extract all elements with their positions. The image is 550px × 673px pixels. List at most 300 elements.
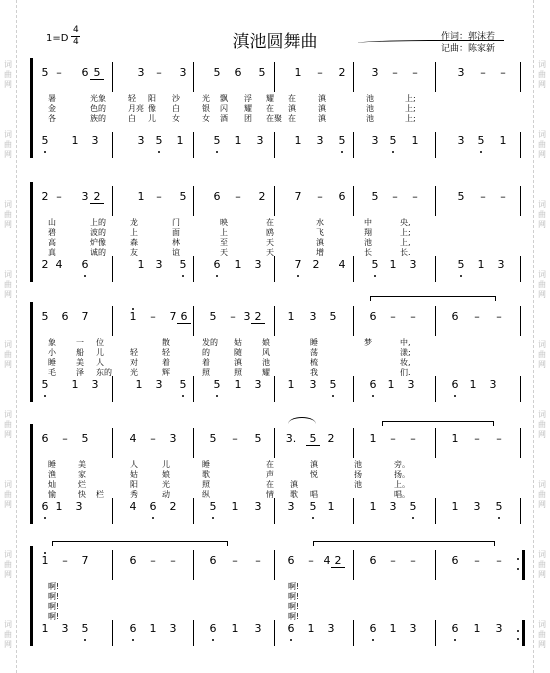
melody-note: 3 bbox=[243, 310, 251, 323]
system-bracket bbox=[30, 546, 33, 646]
watermark-glyph: 词 bbox=[4, 60, 12, 69]
melody-note: 3 bbox=[137, 66, 145, 79]
watermark-glyph: 曲 bbox=[4, 630, 12, 639]
harmony-note: 3 bbox=[409, 622, 417, 635]
barline bbox=[193, 306, 194, 336]
harmony-note: 1 bbox=[387, 378, 395, 391]
melody-note: – bbox=[474, 432, 480, 445]
low-octave-dot bbox=[216, 395, 218, 397]
harmony-note: 3 bbox=[169, 622, 177, 635]
header-decor-line bbox=[358, 40, 504, 45]
harmony-note: 5 bbox=[338, 134, 346, 147]
melody-note: 5 bbox=[329, 310, 337, 323]
melody-note: 2 bbox=[338, 66, 346, 79]
barline bbox=[522, 620, 525, 646]
harmony-note: 5 bbox=[81, 622, 89, 635]
watermark-glyph: 曲 bbox=[538, 280, 546, 289]
lyric-column: 在 鸥 天 天 bbox=[266, 218, 274, 257]
harmony-note: 7 bbox=[294, 258, 302, 271]
barline bbox=[435, 132, 436, 158]
barline bbox=[274, 306, 275, 336]
watermark-glyph: 曲 bbox=[4, 140, 12, 149]
harmony-note: 5 bbox=[213, 134, 221, 147]
lyric-column: 飘 闪 酒 bbox=[220, 94, 228, 123]
time-signature-denominator: 4 bbox=[73, 37, 79, 47]
low-octave-dot bbox=[158, 151, 160, 153]
harmony-note: 6 bbox=[213, 258, 221, 271]
harmony-note: 3 bbox=[61, 622, 69, 635]
watermark-glyph: 词 bbox=[538, 480, 546, 489]
barline bbox=[193, 620, 194, 646]
melody-note: – bbox=[496, 310, 502, 323]
melody-note: 3 bbox=[81, 190, 89, 203]
harmony-note: 3 bbox=[254, 622, 262, 635]
watermark-glyph: 网 bbox=[538, 80, 546, 89]
melody-note: – bbox=[412, 190, 418, 203]
harmony-note: 1 bbox=[294, 134, 302, 147]
low-octave-dot bbox=[372, 639, 374, 641]
right-watermark-strip bbox=[533, 0, 550, 673]
harmony-note: 1 bbox=[389, 258, 397, 271]
lyric-column: 映 上 至 天 bbox=[220, 218, 228, 257]
melody-note: 6 bbox=[338, 190, 346, 203]
barline bbox=[353, 256, 354, 282]
barline bbox=[520, 186, 521, 216]
barline bbox=[353, 62, 354, 92]
barline bbox=[353, 186, 354, 216]
watermark-glyph: 网 bbox=[538, 640, 546, 649]
low-octave-dot bbox=[84, 275, 86, 277]
lyric-column: 滇 歌 bbox=[290, 480, 298, 499]
repeat-dot bbox=[517, 568, 519, 570]
watermark-glyph: 曲 bbox=[4, 70, 12, 79]
harmony-note: 1 bbox=[55, 500, 63, 513]
melody-note: – bbox=[150, 432, 156, 445]
watermark-glyph: 词 bbox=[538, 60, 546, 69]
barline bbox=[353, 428, 354, 458]
low-octave-dot bbox=[212, 517, 214, 519]
watermark-glyph: 曲 bbox=[538, 490, 546, 499]
barline bbox=[520, 256, 521, 282]
harmony-note: 5 bbox=[389, 134, 397, 147]
melody-note: 3 bbox=[457, 66, 465, 79]
harmony-note: 6 bbox=[81, 258, 89, 271]
harmony-note: 3 bbox=[155, 378, 163, 391]
melody-note: – bbox=[496, 554, 502, 567]
harmony-note: 4 bbox=[55, 258, 63, 271]
watermark-glyph: 词 bbox=[538, 410, 546, 419]
harmony-note: 5 bbox=[495, 500, 503, 513]
watermark-glyph: 曲 bbox=[538, 70, 546, 79]
lyric-column: 啊! 啊! 啊! 啊! bbox=[288, 582, 300, 621]
low-octave-dot bbox=[152, 517, 154, 519]
melody-note: 2 bbox=[258, 190, 266, 203]
melody-note: – bbox=[56, 66, 62, 79]
harmony-note: 3 bbox=[489, 378, 497, 391]
time-signature-numerator: 4 bbox=[73, 25, 79, 35]
harmony-note: 1 bbox=[327, 500, 335, 513]
melody-note: 6 bbox=[287, 554, 295, 567]
low-octave-dot bbox=[212, 639, 214, 641]
watermark-glyph: 网 bbox=[4, 360, 12, 369]
harmony-note: 3 bbox=[75, 500, 83, 513]
watermark-glyph: 词 bbox=[4, 270, 12, 279]
barline bbox=[112, 306, 113, 336]
harmony-note: 2 bbox=[312, 258, 320, 271]
lyric-column: 浮 耀 团 bbox=[244, 94, 252, 123]
melody-note: 5 bbox=[258, 66, 266, 79]
watermark-glyph: 网 bbox=[4, 570, 12, 579]
system-bracket bbox=[30, 424, 33, 524]
barline bbox=[193, 550, 194, 580]
harmony-note: 6 bbox=[369, 622, 377, 635]
melody-note: 5 bbox=[457, 190, 465, 203]
melody-note: – bbox=[62, 432, 68, 445]
lyric-column: 阳 像 儿 bbox=[148, 94, 156, 123]
melody-note: 5 bbox=[90, 66, 104, 80]
melody-note: 1 bbox=[287, 310, 295, 323]
lyric-column: 水 飞 滇 增 bbox=[316, 218, 324, 257]
system-bracket bbox=[30, 302, 33, 402]
lyric-column: 发的 的 着 照 bbox=[202, 338, 218, 377]
barline bbox=[193, 376, 194, 402]
melody-note: – bbox=[255, 554, 261, 567]
melody-note: 6 bbox=[209, 554, 217, 567]
barline bbox=[522, 550, 525, 580]
low-octave-dot bbox=[84, 639, 86, 641]
melody-note: – bbox=[474, 310, 480, 323]
lyric-column: 人 姑 阳 秀 bbox=[130, 460, 138, 499]
lyric-column: 散 轻 着 辉 bbox=[162, 338, 170, 377]
watermark-glyph: 词 bbox=[538, 270, 546, 279]
lyric-column: 光象 色的 族的 bbox=[90, 94, 106, 123]
barline bbox=[435, 428, 436, 458]
low-octave-dot bbox=[454, 395, 456, 397]
harmony-note: 3 bbox=[254, 258, 262, 271]
melody-note: – bbox=[390, 554, 396, 567]
barline bbox=[193, 428, 194, 458]
melody-note: 6 bbox=[234, 66, 242, 79]
lyric-column: 美 家 烂 快 bbox=[78, 460, 86, 499]
harmony-note: 3 bbox=[389, 500, 397, 513]
melody-note: – bbox=[150, 310, 156, 323]
lyric-column: 池 扬 池 bbox=[354, 460, 362, 489]
melody-note: 1 bbox=[451, 432, 459, 445]
melody-note: 5 bbox=[179, 190, 187, 203]
melody-note: 7 bbox=[169, 310, 177, 323]
lyric-column: 轻 月亮 白 bbox=[128, 94, 144, 123]
watermark-glyph: 网 bbox=[4, 150, 12, 159]
harmony-note: 1 bbox=[149, 622, 157, 635]
key-signature: 1=D bbox=[46, 33, 69, 44]
low-octave-dot bbox=[392, 151, 394, 153]
melody-note: – bbox=[480, 190, 486, 203]
barline bbox=[520, 132, 521, 158]
melody-note: – bbox=[412, 66, 418, 79]
harmony-note: 6 bbox=[287, 622, 295, 635]
watermark-glyph: 曲 bbox=[538, 210, 546, 219]
melody-note: 6 bbox=[451, 554, 459, 567]
harmony-note: 5 bbox=[155, 134, 163, 147]
watermark-glyph: 网 bbox=[4, 640, 12, 649]
melody-note: 6 bbox=[213, 190, 221, 203]
watermark-glyph: 网 bbox=[538, 570, 546, 579]
barline bbox=[274, 550, 275, 580]
barline bbox=[112, 498, 113, 524]
harmony-note: 3 bbox=[91, 134, 99, 147]
melody-note: 3 bbox=[169, 432, 177, 445]
watermark-glyph: 曲 bbox=[4, 420, 12, 429]
watermark-glyph: 曲 bbox=[538, 350, 546, 359]
left-watermark-strip bbox=[0, 0, 17, 673]
harmony-note: 1 bbox=[389, 622, 397, 635]
barline bbox=[435, 186, 436, 216]
melody-note: 3 bbox=[371, 66, 379, 79]
low-octave-dot bbox=[132, 639, 134, 641]
barline bbox=[274, 186, 275, 216]
harmony-note: 5 bbox=[371, 258, 379, 271]
watermark-glyph: 曲 bbox=[538, 560, 546, 569]
harmony-note: 1 bbox=[287, 378, 295, 391]
barline bbox=[274, 428, 275, 458]
low-octave-dot bbox=[290, 639, 292, 641]
melody-note: – bbox=[500, 66, 506, 79]
melody-note: 2 bbox=[327, 432, 335, 445]
low-octave-dot bbox=[498, 517, 500, 519]
barline bbox=[112, 132, 113, 158]
harmony-note: 1 bbox=[307, 622, 315, 635]
melody-note: – bbox=[156, 190, 162, 203]
melody-note: – bbox=[230, 310, 236, 323]
barline bbox=[520, 498, 521, 524]
harmony-note: 1 bbox=[71, 378, 79, 391]
barline bbox=[274, 256, 275, 282]
melody-note: 1 bbox=[294, 66, 302, 79]
harmony-note: 3 bbox=[495, 622, 503, 635]
low-octave-dot bbox=[412, 517, 414, 519]
watermark-glyph: 曲 bbox=[4, 350, 12, 359]
barline bbox=[112, 186, 113, 216]
melody-note: 6 bbox=[369, 554, 377, 567]
harmony-note: 5 bbox=[457, 258, 465, 271]
harmony-note: 3 bbox=[254, 378, 262, 391]
tie-arc bbox=[52, 541, 228, 547]
lyric-column: 龙 上 森 友 bbox=[130, 218, 138, 257]
barline bbox=[274, 376, 275, 402]
harmony-note: 1 bbox=[469, 378, 477, 391]
harmony-note: 3 bbox=[316, 134, 324, 147]
watermark-glyph: 网 bbox=[538, 430, 546, 439]
watermark-glyph: 词 bbox=[4, 410, 12, 419]
harmony-note: 1 bbox=[477, 258, 485, 271]
low-octave-dot bbox=[332, 395, 334, 397]
barline bbox=[112, 376, 113, 402]
harmony-note: 3 bbox=[409, 258, 417, 271]
watermark-glyph: 网 bbox=[538, 360, 546, 369]
watermark-glyph: 网 bbox=[4, 500, 12, 509]
harmony-note: 3 bbox=[457, 134, 465, 147]
melody-note: – bbox=[474, 554, 480, 567]
harmony-note: 6 bbox=[149, 500, 157, 513]
lyric-column: 在 声 在 情 bbox=[266, 460, 274, 499]
melody-note: – bbox=[410, 310, 416, 323]
staff-system bbox=[30, 182, 520, 286]
low-octave-dot bbox=[480, 151, 482, 153]
harmony-note: 5 bbox=[209, 500, 217, 513]
melody-note: 5 bbox=[81, 432, 89, 445]
lyricist-credit: 作词：郭沫若 bbox=[441, 32, 496, 42]
harmony-note: 3 bbox=[91, 378, 99, 391]
harmony-note: 1 bbox=[135, 378, 143, 391]
watermark-glyph: 词 bbox=[4, 620, 12, 629]
melody-note: 6 bbox=[369, 310, 377, 323]
lyric-column: 央, 上; 上, 长. bbox=[400, 218, 411, 257]
lyric-column: 在 滇 在 bbox=[288, 94, 296, 123]
low-octave-dot bbox=[216, 275, 218, 277]
lyric-column: 池 池 池 bbox=[366, 94, 374, 123]
melody-note: 6 bbox=[129, 554, 137, 567]
barline bbox=[353, 550, 354, 580]
harmony-note: 3 bbox=[309, 378, 317, 391]
melody-note: 6 bbox=[81, 66, 89, 79]
harmony-note: 1 bbox=[234, 378, 242, 391]
melody-note: – bbox=[232, 554, 238, 567]
low-octave-dot bbox=[297, 275, 299, 277]
tie-arc bbox=[382, 421, 494, 427]
harmony-note: 5 bbox=[309, 500, 317, 513]
lyric-column: 位 儿 人 东的 bbox=[96, 338, 112, 377]
melody-note: – bbox=[392, 66, 398, 79]
lyric-column: 儿 娘 光 动 bbox=[162, 460, 170, 499]
harmony-note: 5 bbox=[179, 258, 187, 271]
melody-note: 2 bbox=[251, 310, 265, 324]
barline bbox=[193, 186, 194, 216]
barline bbox=[520, 62, 521, 92]
staff-system bbox=[30, 424, 520, 528]
lyric-column: 娘 风 池 耀 bbox=[262, 338, 270, 377]
barline bbox=[353, 498, 354, 524]
melody-note: 5 bbox=[41, 66, 49, 79]
harmony-note: 6 bbox=[129, 622, 137, 635]
barline bbox=[520, 376, 521, 402]
harmony-note: 1 bbox=[451, 500, 459, 513]
low-octave-dot bbox=[454, 639, 456, 641]
barline bbox=[353, 376, 354, 402]
lyric-column: 滇 滇 滇 bbox=[318, 94, 326, 123]
melody-note: 5 bbox=[213, 66, 221, 79]
melody-note: – bbox=[317, 66, 323, 79]
lyric-column: 滇 悦 唱 bbox=[310, 460, 318, 499]
harmony-note: 2 bbox=[41, 258, 49, 271]
repeat-dot bbox=[517, 558, 519, 560]
watermark-glyph: 网 bbox=[4, 430, 12, 439]
harmony-note: 1 bbox=[137, 258, 145, 271]
harmony-note: 6 bbox=[41, 500, 49, 513]
harmony-note: 3 bbox=[407, 378, 415, 391]
melody-note: – bbox=[150, 554, 156, 567]
barline bbox=[435, 256, 436, 282]
harmony-note: 3 bbox=[155, 258, 163, 271]
barline bbox=[274, 132, 275, 158]
harmony-note: 4 bbox=[338, 258, 346, 271]
melody-note: – bbox=[410, 432, 416, 445]
melody-note: 3 bbox=[309, 310, 317, 323]
barline bbox=[353, 132, 354, 158]
melody-note: 2 bbox=[90, 190, 104, 204]
low-octave-dot bbox=[44, 517, 46, 519]
lyric-column: 睡 渔 灿 愉 bbox=[48, 460, 56, 499]
low-octave-dot bbox=[182, 275, 184, 277]
melody-note: 1 bbox=[137, 190, 145, 203]
melody-note: 7 bbox=[81, 310, 89, 323]
melody-note: 7 bbox=[294, 190, 302, 203]
low-octave-dot bbox=[182, 395, 184, 397]
lyric-column: 啊! 啊! 啊! 啊! bbox=[48, 582, 60, 621]
slur-arc bbox=[288, 417, 316, 424]
harmony-note: 5 bbox=[329, 378, 337, 391]
harmony-note: 3 bbox=[473, 500, 481, 513]
barline bbox=[193, 132, 194, 158]
melody-note: 1 bbox=[41, 554, 49, 567]
lyric-column: 栏 bbox=[96, 490, 104, 499]
harmony-note: 6 bbox=[451, 622, 459, 635]
harmony-note: 1 bbox=[473, 622, 481, 635]
watermark-glyph: 曲 bbox=[4, 560, 12, 569]
melody-note: – bbox=[308, 554, 314, 567]
melody-note: 1 bbox=[129, 310, 137, 323]
staff-system bbox=[30, 546, 520, 650]
harmony-note: 3 bbox=[287, 500, 295, 513]
repeat-dot bbox=[517, 630, 519, 632]
watermark-glyph: 网 bbox=[538, 220, 546, 229]
melody-note: 7 bbox=[81, 554, 89, 567]
harmony-note: 5 bbox=[41, 134, 49, 147]
system-bracket bbox=[30, 58, 33, 158]
watermark-glyph: 曲 bbox=[4, 280, 12, 289]
barline bbox=[435, 620, 436, 646]
lyric-column: 中, 漾; 妆, 们. bbox=[400, 338, 411, 377]
tie-arc bbox=[370, 296, 496, 302]
watermark-glyph: 词 bbox=[4, 200, 12, 209]
song-title: 滇池圆舞曲 bbox=[232, 32, 318, 52]
lyric-column: 暑 金 各 bbox=[48, 94, 56, 123]
watermark-glyph: 词 bbox=[4, 130, 12, 139]
low-octave-dot bbox=[44, 151, 46, 153]
melody-note: 6 bbox=[61, 310, 69, 323]
barline bbox=[112, 620, 113, 646]
harmony-note: 5 bbox=[409, 500, 417, 513]
barline bbox=[193, 256, 194, 282]
tie-arc bbox=[313, 541, 495, 547]
low-octave-dot bbox=[44, 395, 46, 397]
lyric-column: 上; 上; 上; bbox=[405, 94, 416, 123]
barline bbox=[353, 620, 354, 646]
harmony-note: 1 bbox=[499, 134, 507, 147]
melody-note: 5 bbox=[254, 432, 262, 445]
high-octave-dot bbox=[132, 308, 134, 310]
harmony-note: 4 bbox=[129, 500, 137, 513]
watermark-glyph: 网 bbox=[4, 80, 12, 89]
melody-note: 5 bbox=[306, 432, 320, 446]
melody-note: – bbox=[390, 310, 396, 323]
harmony-note: 3 bbox=[254, 500, 262, 513]
harmony-note: 1 bbox=[411, 134, 419, 147]
lyric-column: 上的 波的 炉像 诚的 bbox=[90, 218, 106, 257]
staff-system bbox=[30, 302, 520, 406]
barline bbox=[435, 498, 436, 524]
watermark-glyph: 词 bbox=[538, 340, 546, 349]
melody-note: 5 bbox=[371, 190, 379, 203]
